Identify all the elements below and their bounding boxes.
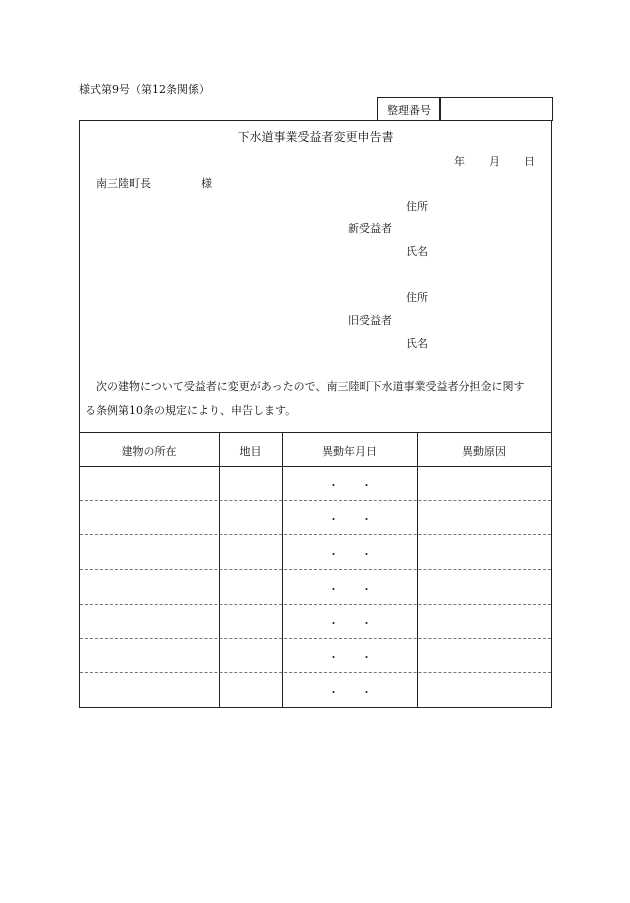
row-change-date-cell[interactable]: ・ ・	[328, 617, 372, 630]
date-month-field[interactable]	[489, 153, 500, 169]
row-change-date-cell[interactable]: ・ ・	[328, 583, 372, 596]
date-year-label: 年	[454, 155, 465, 168]
new-beneficiary-name-label: 氏名	[406, 245, 428, 258]
old-beneficiary-address-label: 住所	[406, 291, 428, 304]
table-divider-1	[219, 432, 220, 708]
form-bottom-border	[79, 707, 552, 708]
date-day-label: 日	[524, 155, 535, 168]
row-change-date-cell[interactable]: ・ ・	[328, 686, 372, 699]
row-change-date-cell[interactable]: ・ ・	[328, 651, 372, 664]
table-header-change-date: 異動年月日	[322, 445, 377, 458]
date-year-field[interactable]	[454, 153, 465, 169]
date-day-field[interactable]	[524, 153, 535, 169]
old-beneficiary-label: 旧受益者	[348, 314, 392, 327]
addressee-honorific: 様	[201, 177, 212, 190]
reference-number-field[interactable]	[439, 97, 553, 121]
table-divider-3	[417, 432, 418, 708]
table-top-border	[79, 432, 552, 433]
new-beneficiary-label: 新受益者	[348, 222, 392, 235]
form-left-border	[79, 120, 80, 708]
statement-line-1: 次の建物について受益者に変更があったので、南三陸町下水道事業受益者分担金に関す	[96, 380, 525, 393]
row-divider	[80, 672, 551, 673]
addressee-name: 南三陸町長	[96, 177, 151, 190]
table-header-land-category: 地目	[239, 445, 262, 458]
statement-line-2: る条例第10条の規定により、申告します。	[85, 404, 297, 417]
form-right-border	[551, 120, 552, 708]
new-beneficiary-address-label: 住所	[406, 200, 428, 213]
form-top-border	[79, 120, 552, 121]
old-beneficiary-name-label: 氏名	[406, 337, 428, 350]
row-divider	[80, 534, 551, 535]
row-change-date-cell[interactable]: ・ ・	[328, 548, 372, 561]
reference-number-label: 整理番号	[387, 104, 431, 117]
date-month-label: 月	[489, 155, 500, 168]
table-header-border	[79, 466, 552, 467]
reference-number-label-cell	[377, 97, 441, 121]
form-title: 下水道事業受益者変更申告書	[237, 130, 394, 144]
row-divider	[80, 604, 551, 605]
row-divider	[80, 569, 551, 570]
row-divider	[80, 500, 551, 501]
table-header-location: 建物の所在	[121, 445, 177, 458]
row-change-date-cell[interactable]: ・ ・	[328, 513, 372, 526]
form-number-label: 様式第9号（第12条関係）	[79, 83, 210, 96]
row-divider	[80, 638, 551, 639]
table-header-change-reason: 異動原因	[462, 445, 506, 458]
table-divider-2	[282, 432, 283, 708]
row-change-date-cell[interactable]: ・ ・	[328, 479, 372, 492]
